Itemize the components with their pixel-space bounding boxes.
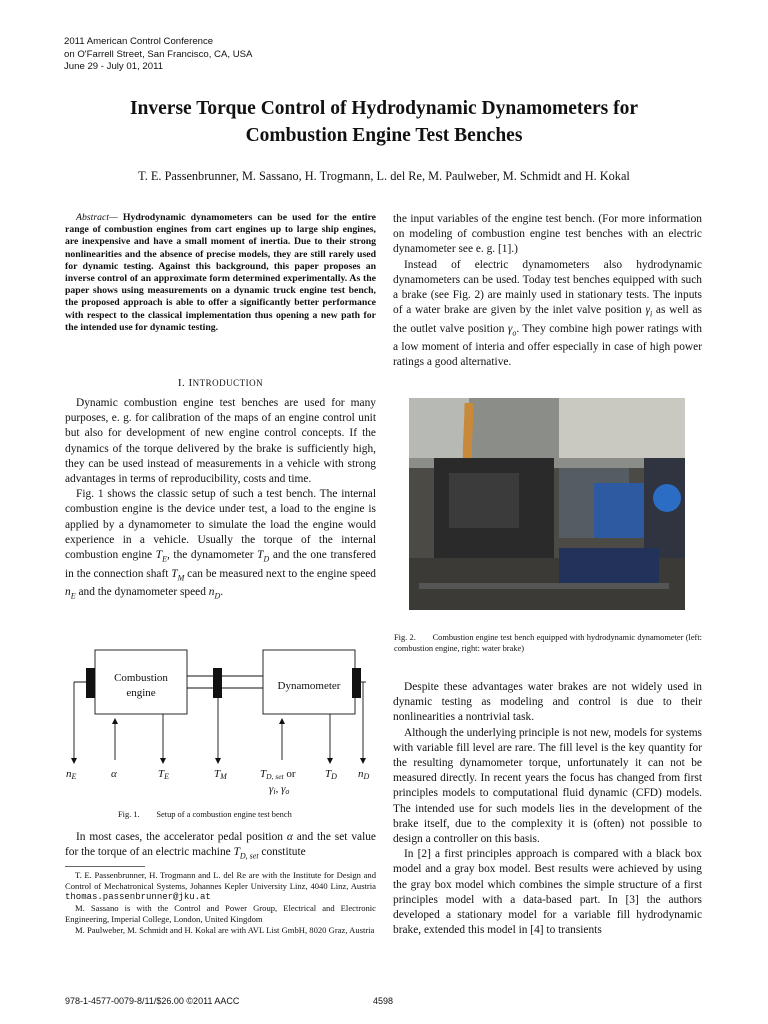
conference-line-1: 2011 American Control Conference: [64, 36, 214, 47]
conference-line-2: on O'Farrell Street, San Francisco, CA, USA: [64, 48, 253, 60]
shaft-flange-block: [213, 668, 222, 698]
fig1-caption: Fig. 1. Setup of a combustion engine test bench: [118, 810, 292, 819]
right-paragraph-2: Instead of electric dynamometers also hydrodynamic dynamometers can be used. Today test benches equipped with such a brake (see Fig. 2) are mainly used in stationary tests. The inputs of a water brake are given by the inlet valve position $\gamma_i$ as well as the outlet valve position $\gamma_o$. They combine high power ratings with a low moment of interia and offer especially in case of high power ratings a good alternative.: [393, 258, 702, 369]
fig2-caption: Fig. 2. Combustion engine test bench equipped with hydrodynamic dynamometer (left: combustion engine, right: water brake): [394, 633, 702, 653]
label-TE: TE: [158, 768, 170, 781]
dynamometer-flange-block: [352, 668, 361, 698]
footnote-affiliation-1: T. E. Passenbrunner, H. Trogmann and L. del Re are with the Institute for Design and Control of Mechatronical Systems, Johannes Kepler University Linz, 4040 Linz, Austria thomas.passenbrunner@jku.at: [65, 870, 376, 903]
footnote-affiliation-2: M. Sassano is with the Control and Power Group, Electrical and Electronic Engineering, Imperial College, London, United Kingdom: [65, 903, 376, 924]
author-list: T. E. Passenbrunner, M. Sassano, H. Trogmann, L. del Re, M. Paulweber, M. Schmidt and H. Kokal: [138, 169, 630, 183]
label-TD: TD: [325, 768, 337, 781]
label-nD: nD: [358, 768, 370, 781]
footnote: [65, 870, 376, 935]
title-line-2: Combustion Engine Test Benches: [245, 125, 523, 146]
isbn-line: 978-1-4577-0079-8/11/$26.00 ©2011 AACC: [65, 996, 240, 1006]
section-title-initial: I: [188, 377, 193, 389]
right-paragraph-5: In [2] a first principles approach is compared with a black box model and a gray box model. Best results were achieved by using the gray box model which combines the simple structure of a first principles model with a data-based part. In [3] the authors developed a stationary model for a variable fill hydrodynamic brake, extended this model in [4] to transients: [393, 848, 702, 937]
label-alpha: α: [111, 768, 117, 780]
label-nE: nE: [66, 768, 77, 781]
author-email: thomas.passenbrunner@jku.at: [65, 892, 211, 903]
conference-line-3: June 29 - July 01, 2011: [64, 61, 164, 72]
abstract-text: Hydrodynamic dynamometers can be used for the entire range of combustion engines from cart engines up to large ship engines, are inexpensive and have a small moment of inertia. Due to their strong nonlinearities and the absence of precise models, they are still rarely used for dynamic testing. Against this background, this paper proposes an inverse control of an approximate form determined experimentally. As the paper shows using measurements on a dynamic truck engine test bench, the proposed approach is able to offer a significantly better performance with respect to the classical implementation thus opening a new path for the intended use for dynamic testing.: [65, 212, 376, 333]
intro-paragraph-2: Fig. 1 shows the classic setup of such a test bench. The internal combustion engine is the device under test, a load to the engine is applied by a dynamometer to simulate the load the engine would experience in a vehicle. Usually the torque of the internal combustion engine $T_E$, the dynamometer $T_D$ and the one transfered in the connection shaft $T_M$ can be measured next to the engine speed $n_E$ and the dynamometer speed $n_D$.: [65, 488, 376, 601]
fig2-test-bench-photo: [409, 398, 685, 610]
intro-paragraph-1: Dynamic combustion engine test benches are used for many purposes, e. g. for calibration of the maps of an engine control unit but also for development of new engine control concepts. If the dynamics of the torque delivered by the brake is sufficiently high, they can be used instead of measurements in a vehicle with strong advantages in terms of reproducibility, costs and time.: [65, 397, 376, 486]
section-heading-introduction: [65, 377, 376, 389]
title-line-1: Inverse Torque Control of Hydrodynamic Dynamometers for: [129, 98, 639, 119]
box2-label: Dynamometer: [277, 680, 341, 692]
section-title-rest: NTRODUCTION: [192, 378, 264, 388]
section-number: I.: [177, 377, 186, 389]
footnote-affiliation-3: M. Paulweber, M. Schmidt and H. Kokal are with AVL List GmbH, 8020 Graz, Austria: [75, 924, 375, 935]
abstract: Abstract— Hydrodynamic dynamometers can be used for the entire range of combustion engines from cart engines up to large ship engines, are inexpensive and have a small moment of inertia. Due to their strong nonlinearities and the absence of precise models, they are still rarely used for dynamic testing. Against this background, this paper proposes an inverse control of an approximate form determined experimentally. As the paper shows using measurements on a dynamic truck engine test bench, the proposed approach is able to offer a significantly better performance with respect to the classical implementation thus opening a new path for the intended use for dynamic testing.: [65, 212, 376, 333]
introduction-body: [65, 396, 376, 603]
right-paragraph-3: Despite these advantages water brakes are not widely used in dynamic testing as modeling and control is due to their nonlinearities a nontrivial task.: [393, 681, 702, 724]
label-gammas: γi, γo: [269, 783, 290, 796]
engine-flange-block: [86, 668, 95, 698]
page-number: 4598: [373, 996, 394, 1006]
fig1-setup-diagram: [60, 640, 380, 800]
right-column-bottom: [393, 680, 702, 938]
label-TM: TM: [214, 768, 227, 781]
intro-paragraph-3: In most cases, the accelerator pedal position α and the set value for the torque of an electric machine $T_{D, set}$ constitute: [65, 831, 376, 861]
conference-header: [64, 36, 252, 74]
footnote-divider: [65, 866, 145, 867]
right-column-top: [393, 212, 702, 371]
right-paragraph-4: Although the underlying principle is not new, models for systems with variable fill level are rare. The fill level is the key quantity for the resulting dynamometer torque, unfortunately it can not be measured directly. In recent years the focus has changed from first principles models to computational fluid dynamic (CFD) models. The intended use for such models lies in the development of the brake itself, due to the complexity it is (often) not possible to design a controller on this basis.: [393, 726, 702, 846]
paper-title: [40, 95, 728, 149]
label-TDset: TD, set or: [260, 768, 296, 781]
abstract-label: Abstract: [76, 212, 110, 223]
box1-line2: engine: [126, 687, 156, 699]
box1-line1: Combustion: [114, 672, 168, 684]
right-paragraph-1: the input variables of the engine test bench. (For more information on modeling of combustion engine test benches with an electric dynamometer see e. g. [1].): [393, 213, 702, 256]
